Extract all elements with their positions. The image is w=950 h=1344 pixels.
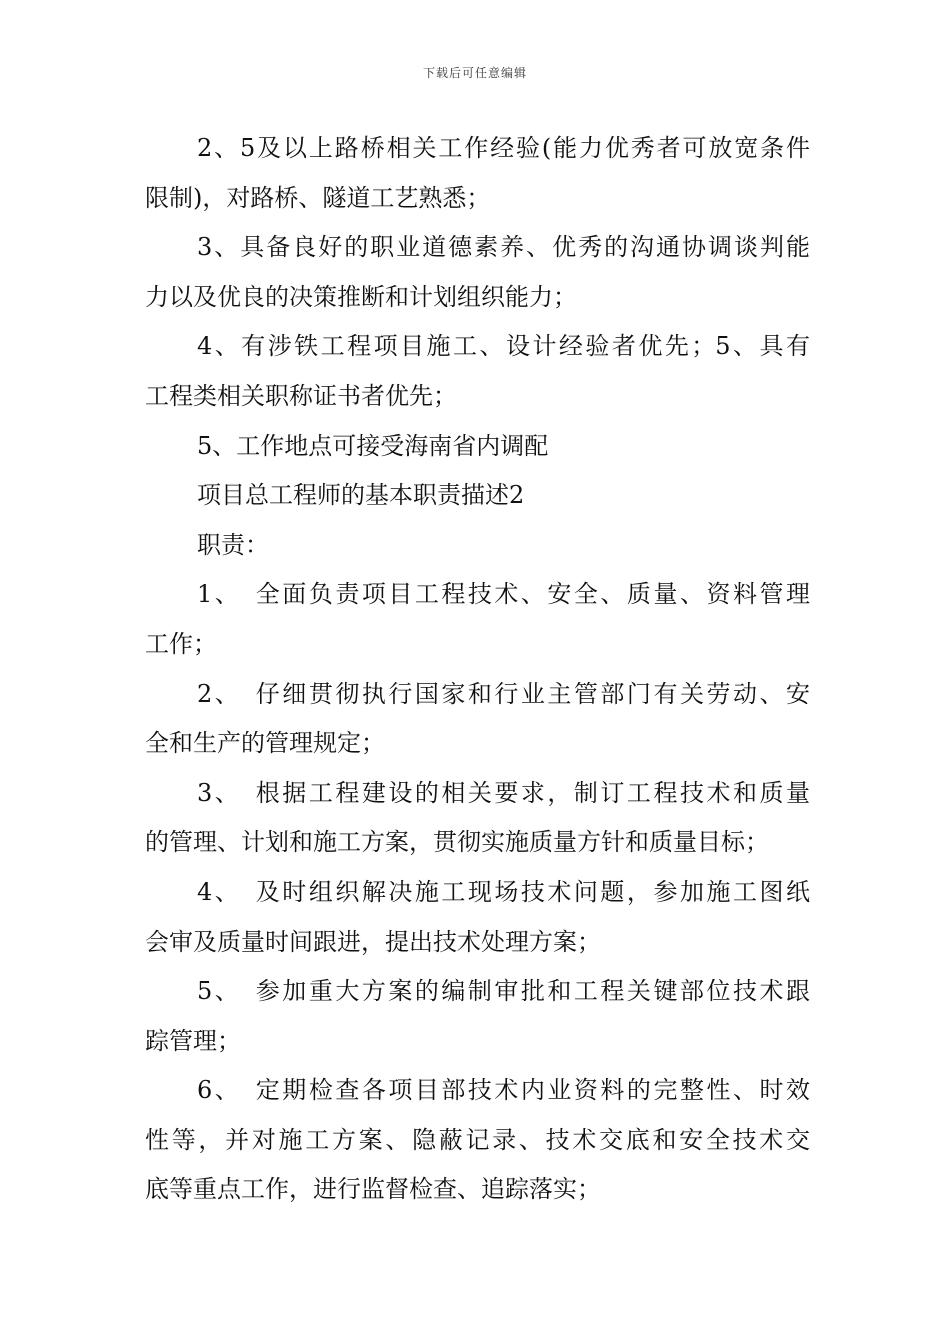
page-header-note: 下载后可任意编辑 bbox=[422, 66, 527, 80]
paragraph-line: 2、 仔细贯彻执行国家和行业主管部门有关劳动、安 bbox=[197, 679, 810, 708]
paragraph-line: 踪管理； bbox=[145, 1026, 241, 1055]
paragraph-line: 的管理、计划和施工方案，贯彻实施质量方针和质量目标； bbox=[145, 828, 769, 857]
paragraph-line: 5、 参加重大方案的编制审批和工程关键部位技术跟 bbox=[197, 977, 810, 1006]
paragraph-line: 全和生产的管理规定； bbox=[145, 729, 385, 758]
paragraph-line: 2、5及以上路桥相关工作经验(能力优秀者可放宽条件 bbox=[197, 134, 810, 162]
paragraph-line: 6、 定期检查各项目部技术内业资料的完整性、时效 bbox=[197, 1076, 810, 1105]
paragraph-line: 工程类相关职称证书者优先； bbox=[145, 381, 457, 410]
paragraph-line: 3、 根据工程建设的相关要求，制订工程技术和质量 bbox=[197, 778, 810, 807]
paragraph-line: 1、 全面负责项目工程技术、安全、质量、资料管理 bbox=[197, 580, 810, 609]
paragraph-line: 限制)，对路桥、隧道工艺熟悉； bbox=[145, 183, 491, 212]
paragraph-line: 4、有涉铁工程项目施工、设计经验者优先；5、具有 bbox=[197, 332, 810, 361]
paragraph-line: 4、 及时组织解决施工现场技术问题，参加施工图纸 bbox=[197, 877, 810, 906]
paragraph-line: 3、具备良好的职业道德素养、优秀的沟通协调谈判能 bbox=[197, 233, 810, 262]
paragraph-line: 性等，并对施工方案、隐蔽记录、技术交底和安全技术交 bbox=[145, 1125, 810, 1154]
paragraph-line: 力以及优良的决策推断和计划组织能力； bbox=[145, 282, 577, 311]
paragraph-line: 工作； bbox=[145, 629, 217, 658]
section-heading: 项目总工程师的基本职责描述2 bbox=[197, 481, 525, 510]
paragraph-line: 会审及质量时间跟进，提出技术处理方案； bbox=[145, 927, 601, 956]
paragraph-line: 5、工作地点可接受海南省内调配 bbox=[197, 431, 549, 460]
section-label: 职责： bbox=[197, 530, 269, 559]
document-body bbox=[145, 124, 810, 1215]
paragraph-line: 底等重点工作，进行监督检查、追踪落实； bbox=[145, 1175, 601, 1204]
